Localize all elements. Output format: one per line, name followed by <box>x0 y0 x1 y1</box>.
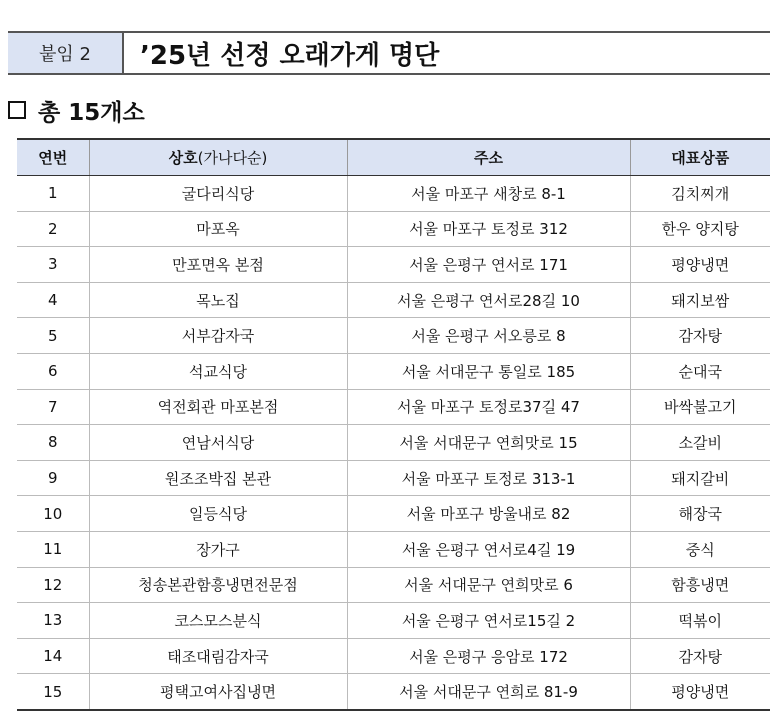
table-row <box>17 531 770 567</box>
cell-no: 12 <box>17 567 89 603</box>
cell-product: 감자탕 <box>630 318 770 354</box>
cell-product: 감자탕 <box>630 638 770 674</box>
cell-no: 8 <box>17 425 89 461</box>
cell-name: 서부감자국 <box>89 318 347 354</box>
cell-address: 서울 서대문구 연희로 81-9 <box>347 674 630 710</box>
cell-address: 서울 마포구 토정로37길 47 <box>347 389 630 425</box>
cell-address: 서울 은평구 서오릉로 8 <box>347 318 630 354</box>
table-header-row <box>17 139 770 176</box>
cell-product: 평양냉면 <box>630 247 770 283</box>
cell-name: 일등식당 <box>89 496 347 532</box>
cell-name: 석교식당 <box>89 353 347 389</box>
table-row <box>17 176 770 212</box>
cell-address: 서울 은평구 연서로4길 19 <box>347 531 630 567</box>
column-header-name-label: 상호 <box>168 149 198 167</box>
table-row <box>17 638 770 674</box>
table-row <box>17 460 770 496</box>
document-title-bar <box>8 31 770 75</box>
cell-name: 코스모스분식 <box>89 603 347 639</box>
column-header-name-suffix: (가나다순) <box>197 149 268 167</box>
table-row <box>17 389 770 425</box>
checkbox-square-icon <box>8 101 26 119</box>
cell-product: 소갈비 <box>630 425 770 461</box>
cell-no: 15 <box>17 674 89 710</box>
cell-no: 1 <box>17 176 89 212</box>
column-header-no: 연번 <box>17 139 89 176</box>
section-title: 총 15개소 <box>38 99 145 126</box>
table-row <box>17 603 770 639</box>
cell-name: 만포면옥 본점 <box>89 247 347 283</box>
table-row <box>17 567 770 603</box>
cell-product: 해장국 <box>630 496 770 532</box>
cell-address: 서울 마포구 새창로 8-1 <box>347 176 630 212</box>
cell-no: 13 <box>17 603 89 639</box>
column-header-address: 주소 <box>347 139 630 176</box>
table-row <box>17 247 770 283</box>
cell-product: 돼지갈비 <box>630 460 770 496</box>
cell-name: 굴다리식당 <box>89 176 347 212</box>
table-row <box>17 353 770 389</box>
cell-no: 14 <box>17 638 89 674</box>
cell-name: 역전회관 마포본점 <box>89 389 347 425</box>
cell-product: 떡볶이 <box>630 603 770 639</box>
store-table <box>17 138 770 711</box>
attachment-tag: 붙임 2 <box>8 33 124 73</box>
cell-address: 서울 마포구 방울내로 82 <box>347 496 630 532</box>
document-title: ’25년 선정 오래가게 명단 <box>140 40 440 71</box>
cell-product: 함흥냉면 <box>630 567 770 603</box>
cell-product: 한우 양지탕 <box>630 211 770 247</box>
cell-no: 6 <box>17 353 89 389</box>
cell-name: 청송본관함흥냉면전문점 <box>89 567 347 603</box>
cell-product: 평양냉면 <box>630 674 770 710</box>
cell-product: 돼지보쌈 <box>630 282 770 318</box>
cell-address: 서울 은평구 연서로28길 10 <box>347 282 630 318</box>
cell-no: 7 <box>17 389 89 425</box>
cell-address: 서울 마포구 토정로 312 <box>347 211 630 247</box>
table-row <box>17 496 770 532</box>
table-row <box>17 318 770 354</box>
cell-product: 바싹불고기 <box>630 389 770 425</box>
cell-product: 중식 <box>630 531 770 567</box>
cell-name: 목노집 <box>89 282 347 318</box>
cell-address: 서울 서대문구 연희맛로 6 <box>347 567 630 603</box>
cell-address: 서울 은평구 응암로 172 <box>347 638 630 674</box>
column-header-product: 대표상품 <box>630 139 770 176</box>
cell-name: 마포옥 <box>89 211 347 247</box>
cell-no: 4 <box>17 282 89 318</box>
table-row <box>17 211 770 247</box>
cell-address: 서울 마포구 토정로 313-1 <box>347 460 630 496</box>
cell-no: 9 <box>17 460 89 496</box>
cell-name: 원조조박집 본관 <box>89 460 347 496</box>
table-row <box>17 425 770 461</box>
cell-address: 서울 은평구 연서로15길 2 <box>347 603 630 639</box>
cell-product: 순대국 <box>630 353 770 389</box>
cell-no: 5 <box>17 318 89 354</box>
cell-no: 11 <box>17 531 89 567</box>
cell-no: 3 <box>17 247 89 283</box>
cell-name: 태조대림감자국 <box>89 638 347 674</box>
cell-name: 연남서식당 <box>89 425 347 461</box>
section-heading <box>8 92 145 128</box>
column-header-name <box>89 139 347 176</box>
cell-no: 10 <box>17 496 89 532</box>
cell-address: 서울 서대문구 통일로 185 <box>347 353 630 389</box>
cell-product: 김치찌개 <box>630 176 770 212</box>
cell-name: 평택고여사집냉면 <box>89 674 347 710</box>
table-row <box>17 674 770 710</box>
cell-address: 서울 서대문구 연희맛로 15 <box>347 425 630 461</box>
table-row <box>17 282 770 318</box>
cell-name: 장가구 <box>89 531 347 567</box>
cell-address: 서울 은평구 연서로 171 <box>347 247 630 283</box>
cell-no: 2 <box>17 211 89 247</box>
